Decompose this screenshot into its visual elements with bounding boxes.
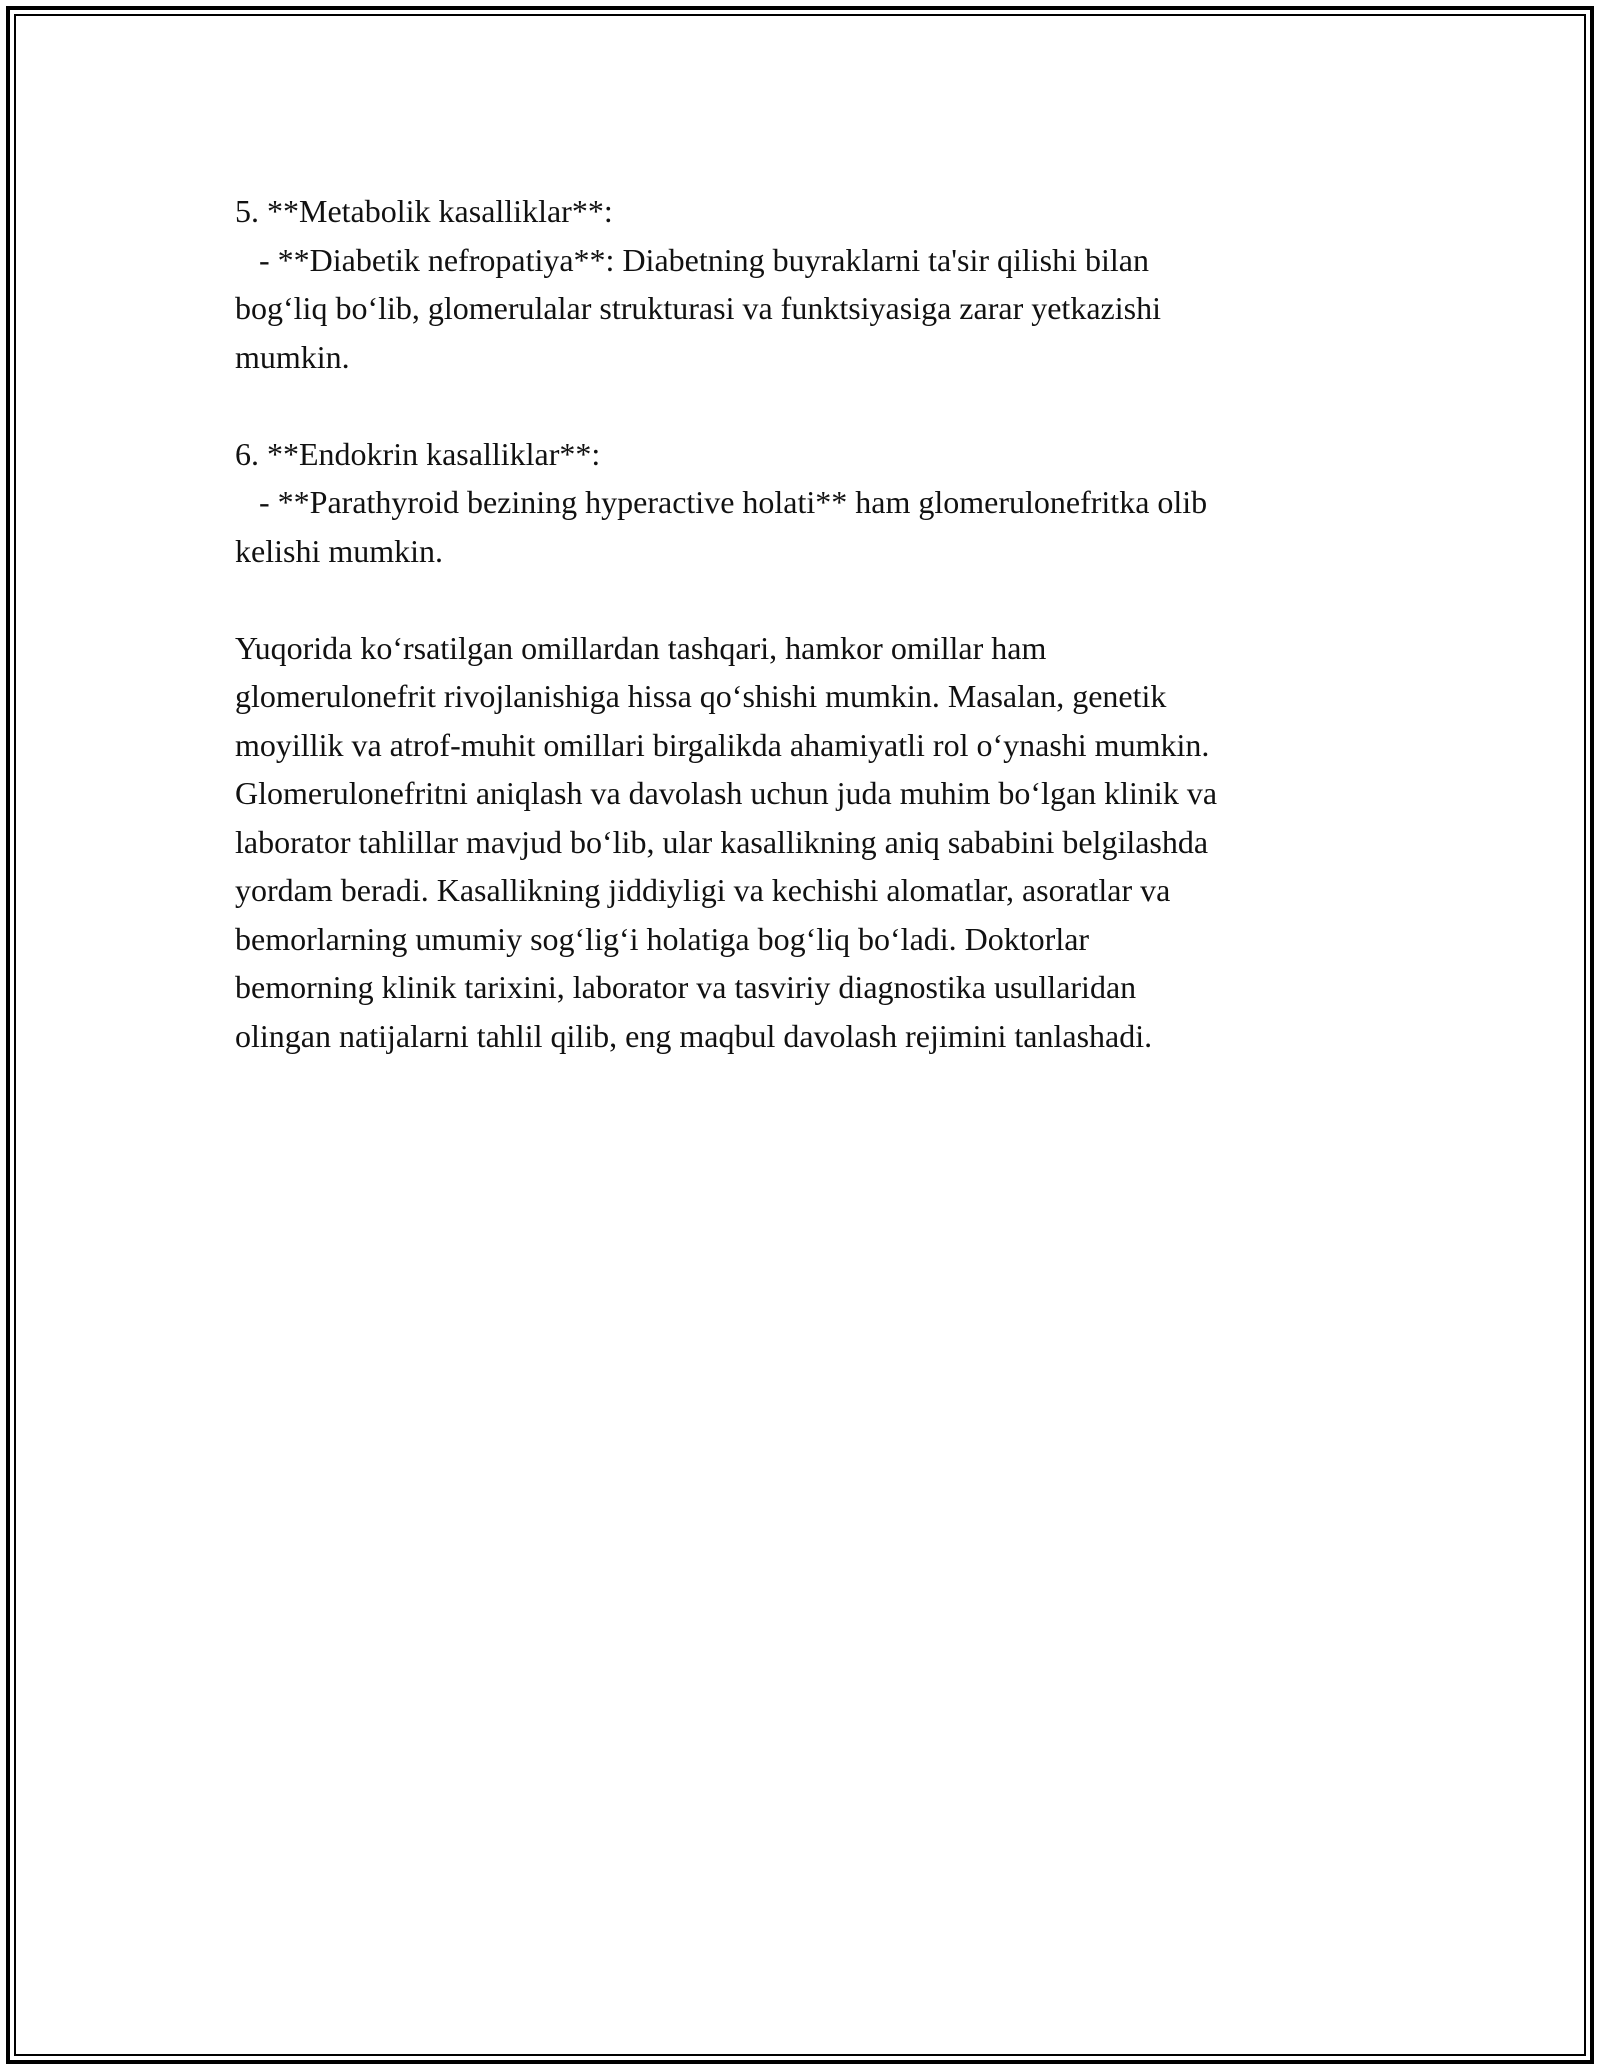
section-6-heading: 6. **Endokrin kasalliklar**: (235, 435, 601, 472)
conclusion-paragraph: Yuqorida ko‘rsatilgan omillardan tashqari, hamkor omillar ham glomerulonefrit rivojlanishiga hissa qo‘shishi mumkin. Masalan, genetik moyillik va atrof-muhit omillari birgalikda ahamiyatli rol o‘ynashi mumkin. Glomerulonefritni aniqlash va davolash uchun juda muhim bo‘lgan klinik va laborator tahlillar mavjud bo‘lib, ular kasallikning aniq sababini belgilashda yordam beradi. Kasallikning jiddiyligi va kechishi alomatlar, asoratlar va bemorlarning umumiy sog‘lig‘i holatiga bog‘liq bo‘ladi. Doktorlar bemorning klinik tarixini, laborator va tasviriy diagnostika usullaridan olingan natijalarni tahlil qilib, eng maqbul davolash rejimini tanlashadi. (235, 629, 1218, 1054)
paragraph-gap (235, 575, 1385, 624)
paragraph-gap (235, 381, 1385, 430)
section-6-item: - **Parathyroid bezining hyperactive holati** ham glomerulonefritka olib kelishi mumkin. (235, 484, 1208, 569)
section-5-item: - **Diabetik nefropatiya**: Diabetning buyraklarni ta'sir qilishi bilan bog‘liq bo‘lib, glomerulalar strukturasi va funktsiyasiga zarar yetkazishi mumkin. (235, 241, 1161, 375)
document-body (235, 187, 1385, 1060)
section-5-heading: 5. **Metabolik kasalliklar**: (235, 193, 613, 229)
